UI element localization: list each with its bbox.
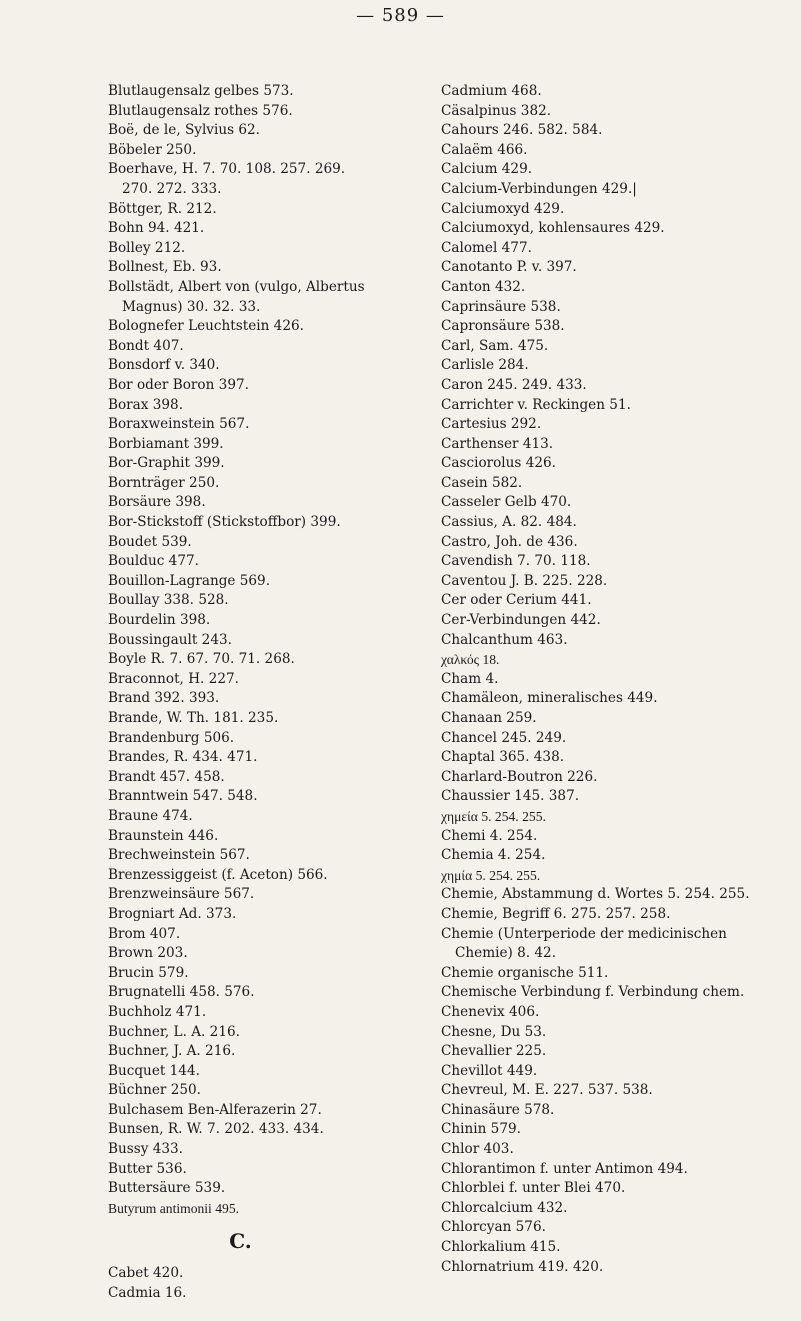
index-entry: Chemie, Abstammung d. Wortes 5. 254. 255.	[441, 886, 750, 903]
index-entry: Chinasäure 578.	[441, 1101, 555, 1118]
index-entry: Brogniart Ad. 373.	[108, 905, 237, 922]
index-entry: Casein 582.	[441, 474, 523, 491]
index-entry: Brand 392. 393.	[108, 690, 220, 707]
index-entry: Cahours 246. 582. 584.	[441, 122, 603, 139]
index-entry: Bunsen, R. W. 7. 202. 433. 434.	[108, 1121, 324, 1138]
index-entry: Charlard-Boutron 226.	[441, 768, 598, 785]
index-entry: Bussy 433.	[108, 1141, 183, 1158]
index-entry: Bourdelin 398.	[108, 612, 211, 629]
index-entry: Chemie (Unterperiode der medicinischen Chemie) 8. 42.	[441, 925, 727, 962]
index-entry: Carl, Sam. 475.	[441, 337, 549, 354]
index-entry: Cadmia 16.	[108, 1284, 187, 1301]
index-entry: Casciorolus 426.	[441, 455, 556, 472]
index-entry: Brom 407.	[108, 925, 181, 942]
page-number: — 589 —	[356, 5, 445, 26]
index-entry: Chlorkalium 415.	[441, 1239, 561, 1256]
index-entry: Brandenburg 506.	[108, 729, 235, 746]
index-entry: Buchholz 471.	[108, 1003, 207, 1020]
index-entry: Calcium-Verbindungen 429.|	[441, 180, 637, 197]
index-entry: Boë, de le, Sylvius 62.	[108, 122, 261, 139]
index-entry: Chlornatrium 419. 420.	[441, 1258, 604, 1275]
index-entry: Bor-Graphit 399.	[108, 455, 225, 472]
index-entry: Buchner, L. A. 216.	[108, 1023, 240, 1040]
index-entry: Bondt 407.	[108, 337, 184, 354]
index-entry: Bolognefer Leuchtstein 426.	[108, 318, 304, 335]
index-column-right	[441, 82, 786, 1277]
index-entry: Chevallier 225.	[441, 1043, 547, 1060]
index-entry: Borbiamant 399.	[108, 435, 224, 452]
index-entry: Carthenser 413.	[441, 435, 554, 452]
index-entry: Blutlaugensalz rothes 576.	[108, 102, 293, 119]
index-entry: Bonsdorf v. 340.	[108, 357, 220, 374]
index-entry: Braunstein 446.	[108, 827, 219, 844]
index-entry: Braune 474.	[108, 807, 193, 824]
index-entry: Braconnot, H. 227.	[108, 670, 239, 687]
index-entry: Büchner 250.	[108, 1082, 201, 1099]
index-entry: Bucquet 144.	[108, 1062, 200, 1079]
index-entry: Cäsalpinus 382.	[441, 102, 552, 119]
index-entry: Chemia 4. 254.	[441, 847, 546, 864]
index-entry: Chemische Verbindung f. Verbindung chem.	[441, 984, 745, 1001]
index-entry: Caventou J. B. 225. 228.	[441, 572, 608, 589]
index-entry: Brucin 579.	[108, 964, 189, 981]
index-entry: χαλκός 18.	[441, 652, 500, 668]
index-entry: Chamäleon, mineralisches 449.	[441, 690, 658, 707]
index-entry: Borsäure 398.	[108, 494, 206, 511]
index-entry: Brande, W. Th. 181. 235.	[108, 710, 279, 726]
index-entry: Boerhave, H. 7. 70. 108. 257. 269. 270. 272. 333.	[108, 161, 346, 197]
index-entry: Brown 203.	[108, 945, 188, 962]
index-entry: Borax 398.	[108, 396, 184, 413]
index-entry: Cer oder Cerium 441.	[441, 592, 592, 609]
index-entry: Cham 4.	[441, 670, 499, 687]
index-entry: Chancel 245. 249.	[441, 729, 567, 746]
index-entry: Bulchasem Ben-Alferazerin 27.	[108, 1101, 322, 1118]
index-entry: Brenzweinsäure 567.	[108, 886, 255, 903]
index-entry: Castro, Joh. de 436.	[441, 533, 578, 550]
index-entry: Brandes, R. 434. 471.	[108, 749, 258, 766]
index-entry: Buttersäure 539.	[108, 1180, 226, 1197]
index-entry: Chemie organische 511.	[441, 964, 609, 981]
index-entry: Bor oder Boron 397.	[108, 376, 249, 393]
index-entry: Canton 432.	[441, 278, 526, 295]
index-entry: Chaptal 365. 438.	[441, 749, 565, 766]
index-entry: Chlorcyan 576.	[441, 1219, 546, 1236]
index-entry: Calciumoxyd 429.	[441, 200, 565, 217]
index-entry: Brandt 457. 458.	[108, 768, 225, 785]
index-entry: Capronsäure 538.	[441, 318, 565, 335]
index-entry: Bollstädt, Albert von (vulgo, Albertus Magnus) 30. 32. 33.	[108, 278, 365, 315]
index-entry: Boullay 338. 528.	[108, 592, 229, 609]
index-entry: Chlor 403.	[441, 1141, 514, 1158]
index-entry: Bornträger 250.	[108, 474, 220, 491]
index-entry: Brechweinstein 567.	[108, 847, 250, 864]
index-entry: Bor-Stickstoff (Stickstoffbor) 399.	[108, 514, 341, 531]
index-column-left	[108, 82, 373, 1303]
index-entry: Chevillot 449.	[441, 1062, 538, 1079]
index-entry: Calcium 429.	[441, 161, 533, 178]
index-entry: Caprinsäure 538.	[441, 298, 561, 315]
index-entry: Chlorblei f. unter Blei 470.	[441, 1180, 626, 1197]
index-entry: Carlisle 284.	[441, 357, 529, 374]
index-entry: Chanaan 259.	[441, 710, 537, 726]
index-entry: Brugnatelli 458. 576.	[108, 984, 255, 1001]
index-entry: Butyrum antimonii 495.	[108, 1200, 240, 1216]
index-entry: Chinin 579.	[441, 1121, 521, 1138]
index-entry: Calomel 477.	[441, 239, 532, 256]
index-entry: Chesne, Du 53.	[441, 1023, 547, 1040]
index-entry: Boyle R. 7. 67. 70. 71. 268.	[108, 651, 295, 668]
index-entry: Carrichter v. Reckingen 51.	[441, 396, 631, 413]
index-entry: Böbeler 250.	[108, 141, 197, 158]
index-entry: Calaëm 466.	[441, 141, 528, 158]
index-entry: Bohn 94. 421.	[108, 220, 205, 237]
index-entry: Blutlaugensalz gelbes 573.	[108, 83, 294, 99]
index-entry: Cavendish 7. 70. 118.	[441, 553, 591, 570]
index-entry: Chemi 4. 254.	[441, 827, 538, 844]
index-entry: Brenzessiggeist (f. Aceton) 566.	[108, 866, 328, 883]
index-entry: Casseler Gelb 470.	[441, 494, 572, 511]
index-entry: Chaussier 145. 387.	[441, 788, 580, 805]
index-entry: Chlorcalcium 432.	[441, 1199, 568, 1216]
index-entry: Chalcanthum 463.	[441, 631, 568, 648]
index-entry: Cer-Verbindungen 442.	[441, 612, 601, 629]
index-entry: Chenevix 406.	[441, 1003, 540, 1020]
index-entry: Caron 245. 249. 433.	[441, 376, 587, 393]
index-entry: Chemie, Begriff 6. 275. 257. 258.	[441, 905, 671, 922]
index-entry: Cadmium 468.	[441, 83, 542, 99]
index-entry: Canotanto P. v. 397.	[441, 259, 577, 276]
index-entry: Buchner, J. A. 216.	[108, 1043, 236, 1060]
index-entry: Böttger, R. 212.	[108, 200, 217, 217]
index-entry: Bollnest, Eb. 93.	[108, 259, 222, 276]
index-entry: Chevreul, M. E. 227. 537. 538.	[441, 1082, 653, 1099]
index-entry: Branntwein 547. 548.	[108, 788, 258, 805]
index-entry: Boulduc 477.	[108, 553, 199, 570]
index-entry: Cabet 420.	[108, 1265, 184, 1282]
index-entry: Cassius, A. 82. 484.	[441, 514, 577, 531]
index-entry: Boudet 539.	[108, 533, 192, 550]
index-entry: Boussingault 243.	[108, 631, 232, 648]
index-entry: χημία 5. 254. 255.	[441, 867, 541, 883]
index-entry: Bolley 212.	[108, 239, 186, 256]
section-letter: C.	[229, 1229, 252, 1254]
index-entry: Calciumoxyd, kohlensaures 429.	[441, 220, 665, 237]
index-entry: Cartesius 292.	[441, 416, 542, 433]
index-entry: Boraxweinstein 567.	[108, 416, 250, 433]
index-entry: Butter 536.	[108, 1160, 187, 1177]
index-entry: Chlorantimon f. unter Antimon 494.	[441, 1160, 688, 1177]
index-entry: Bouillon-Lagrange 569.	[108, 572, 271, 589]
index-entry: χημεία 5. 254. 255.	[441, 808, 546, 824]
